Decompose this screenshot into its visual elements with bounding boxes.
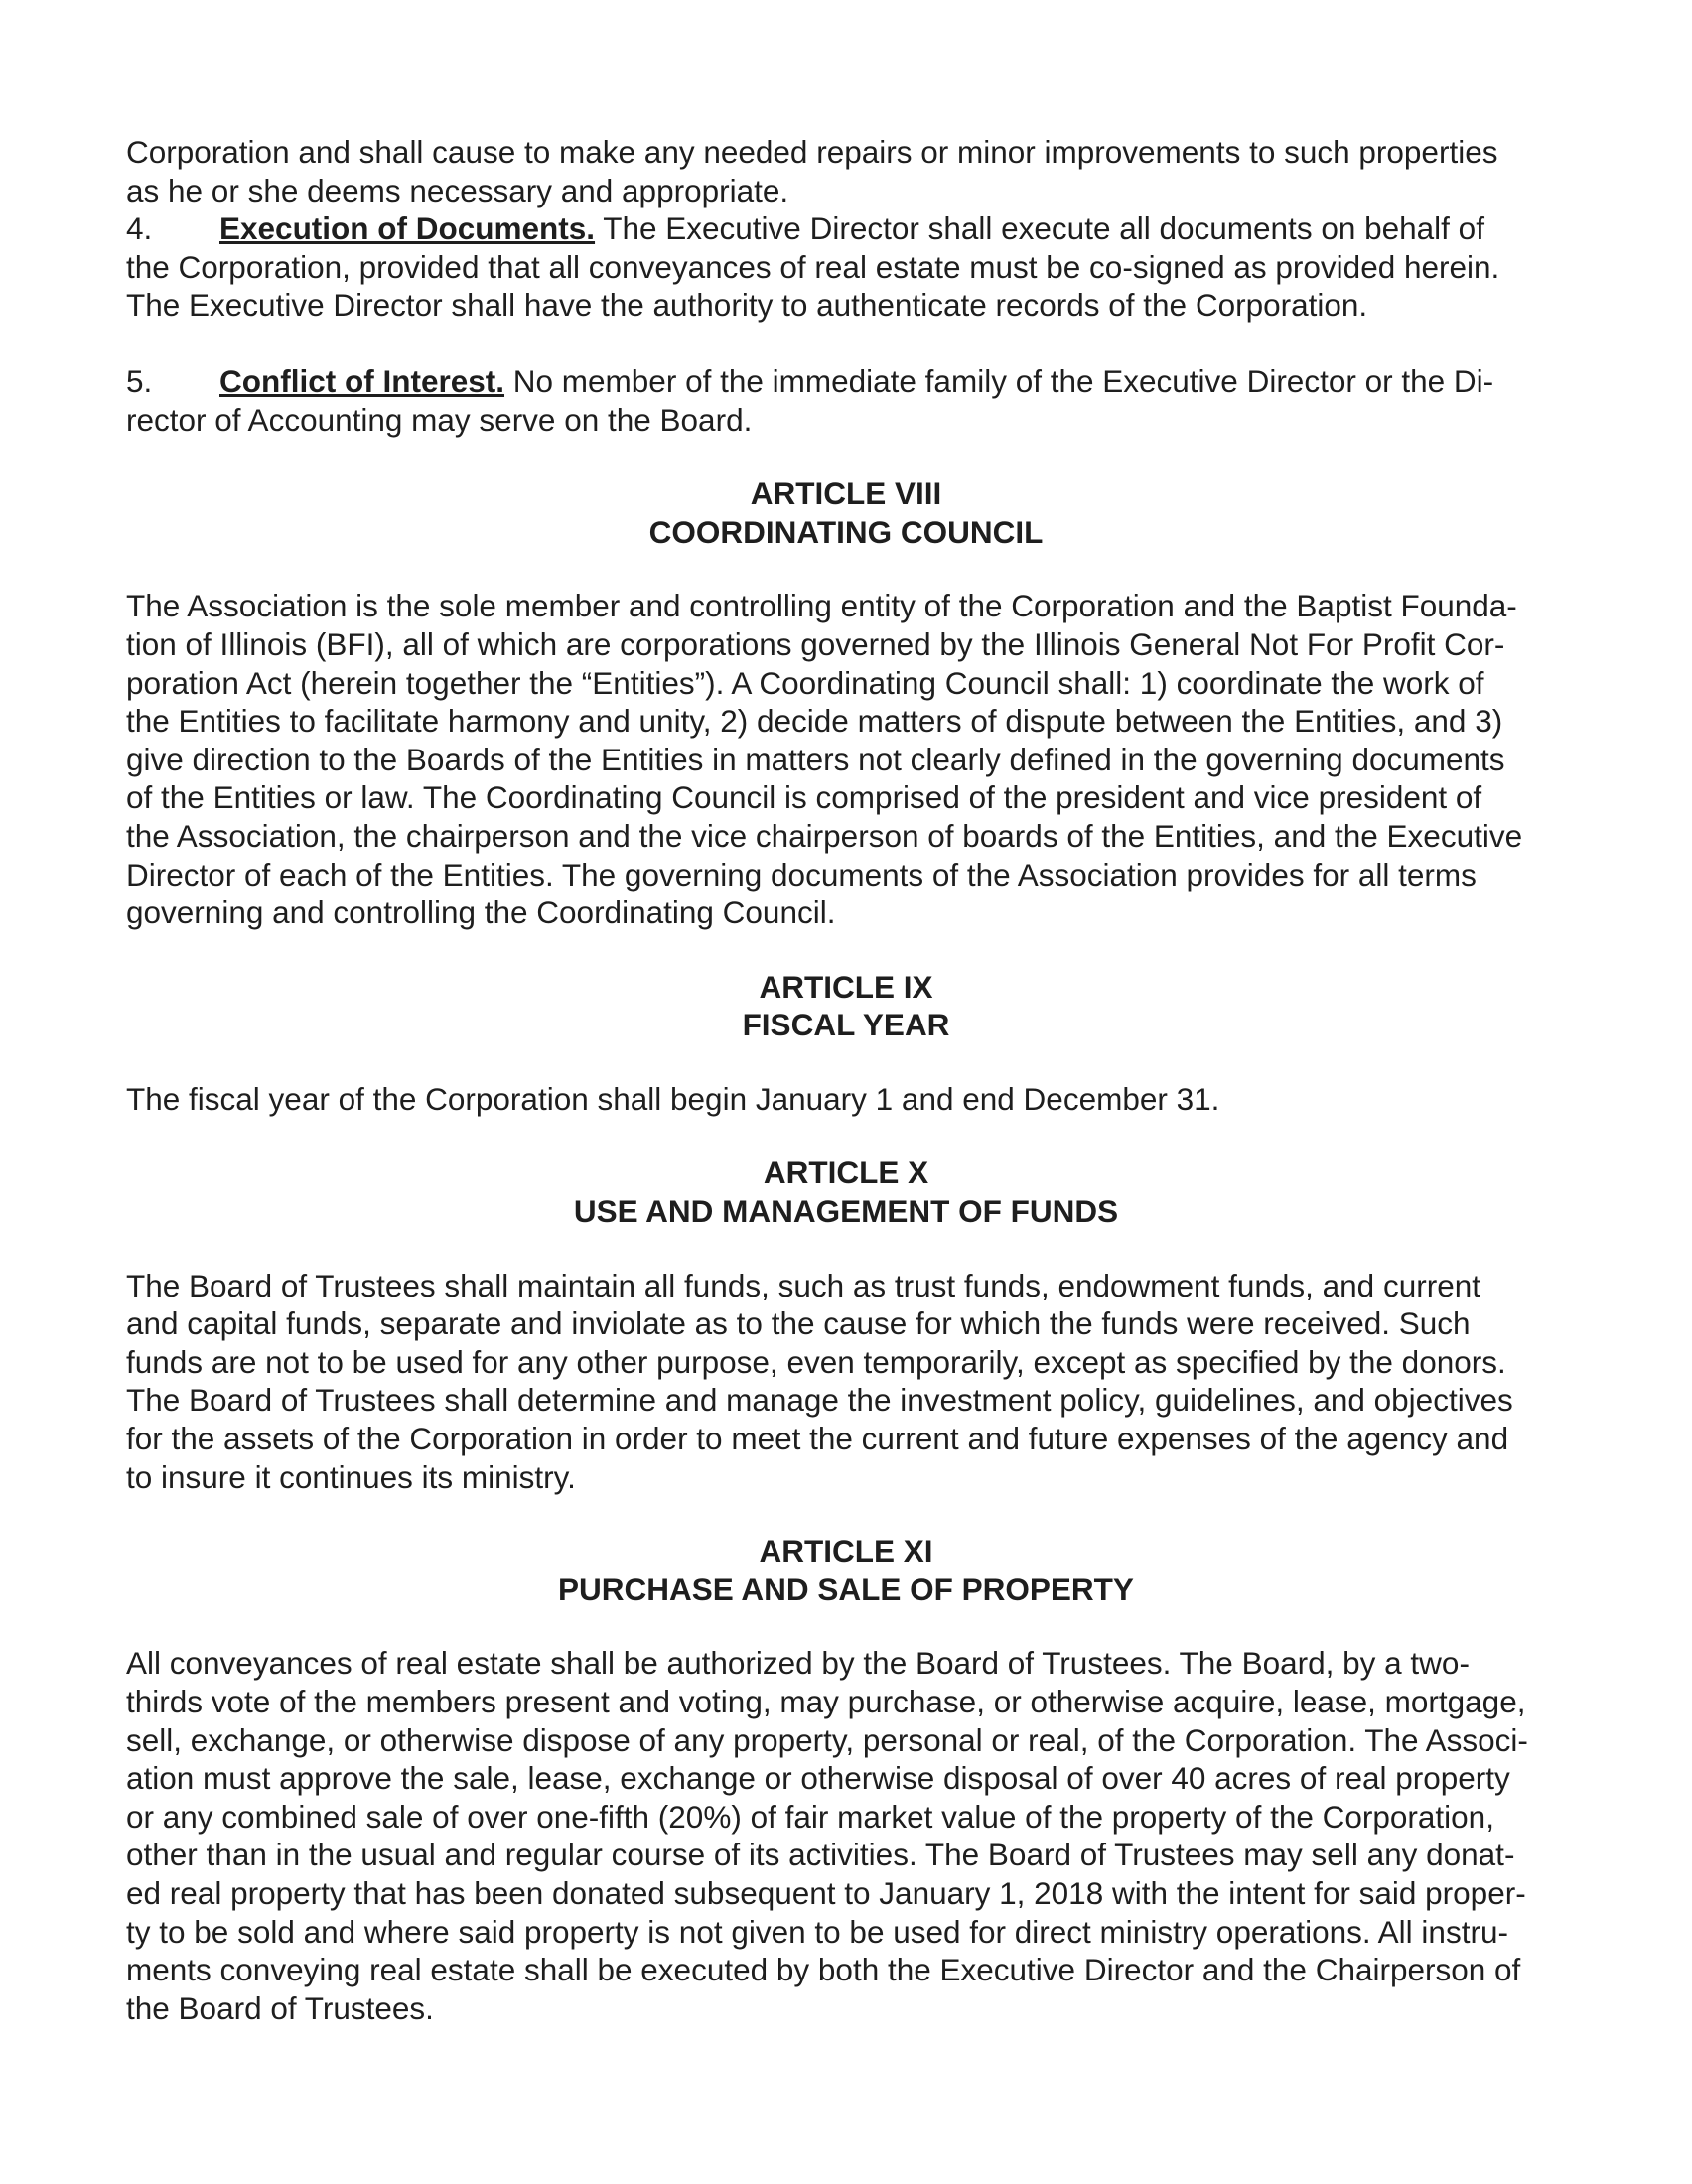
body-line: governing and controlling the Coordinating Council. bbox=[126, 894, 836, 931]
section-4-line: The Executive Director shall have the authority to authenticate records of the Corporation. bbox=[126, 287, 1368, 324]
section-title: Execution of Documents. bbox=[219, 210, 596, 247]
body-line: the Association, the chairperson and the vice chairperson of boards of the Entities, and the Executive bbox=[126, 817, 1523, 854]
body-line: and capital funds, separate and inviolate as to the cause for which the funds were received. Such bbox=[126, 1305, 1471, 1342]
article-heading: ARTICLE IX bbox=[759, 968, 933, 1005]
section-5 bbox=[126, 362, 1566, 401]
spacer bbox=[126, 1496, 1566, 1532]
section-text: The Executive Director shall execute all documents on behalf of bbox=[595, 210, 1484, 247]
section-number: 4. bbox=[126, 210, 153, 247]
body-line: to insure it continues its ministry. bbox=[126, 1458, 576, 1495]
body-line: Director of each of the Entities. The governing documents of the Association provides for all terms bbox=[126, 856, 1477, 892]
spacer bbox=[126, 325, 1566, 362]
body-line: or any combined sale of over one-fifth (20%) of fair market value of the property of the Corporation, bbox=[126, 1798, 1494, 1835]
article-title: USE AND MANAGEMENT OF FUNDS bbox=[573, 1193, 1119, 1230]
body-line: ation must approve the sale, lease, exchange or otherwise disposal of over 40 acres of real property bbox=[126, 1760, 1510, 1797]
article-body bbox=[126, 1267, 1566, 1497]
spacer bbox=[126, 1044, 1566, 1080]
body-line: The Board of Trustees shall maintain all funds, such as trust funds, endowment funds, and current bbox=[126, 1267, 1480, 1303]
body-line: of the Entities or law. The Coordinating Council is comprised of the president and vice president of bbox=[126, 779, 1482, 816]
page-content bbox=[126, 133, 1566, 2027]
section-text: No member of the immediate family of the Executive Director or the Di- bbox=[504, 362, 1494, 399]
spacer bbox=[126, 1231, 1566, 1267]
body-line: other than in the usual and regular course of its activities. The Board of Trustees may sell any donat- bbox=[126, 1837, 1515, 1873]
article-body bbox=[126, 1644, 1566, 2027]
body-line: ty to be sold and where said property is not given to be used for direct ministry operations. All instru- bbox=[126, 1913, 1508, 1950]
article-title: COORDINATING COUNCIL bbox=[648, 513, 1044, 550]
section-4-line: the Corporation, provided that all conveyances of real estate must be co-signed as provided herein. bbox=[126, 248, 1500, 285]
section-5-line: rector of Accounting may serve on the Board. bbox=[126, 401, 753, 438]
spacer bbox=[126, 551, 1566, 587]
article-title: FISCAL YEAR bbox=[742, 1007, 950, 1043]
body-line: The fiscal year of the Corporation shall begin January 1 and end December 31. bbox=[126, 1080, 1220, 1117]
spacer bbox=[126, 1118, 1566, 1154]
article-body bbox=[126, 587, 1566, 931]
body-line: the Board of Trustees. bbox=[126, 1989, 434, 2026]
spacer bbox=[126, 932, 1566, 968]
body-line: the Entities to facilitate harmony and unity, 2) decide matters of dispute between the Entities, and 3) bbox=[126, 703, 1503, 740]
section-number: 5. bbox=[126, 362, 153, 399]
body-line: sell, exchange, or otherwise dispose of any property, personal or real, of the Corporation. The Associ- bbox=[126, 1721, 1528, 1758]
body-line: funds are not to be used for any other purpose, even temporarily, except as specified by the donors. bbox=[126, 1343, 1506, 1380]
body-line: All conveyances of real estate shall be authorized by the Board of Trustees. The Board, by a two- bbox=[126, 1645, 1470, 1682]
body-line: tion of Illinois (BFI), all of which are corporations governed by the Illinois General Not For Profit Cor- bbox=[126, 625, 1505, 662]
intro-line: as he or she deems necessary and appropriate. bbox=[126, 172, 789, 208]
body-line: thirds vote of the members present and voting, may purchase, or otherwise acquire, lease, mortgage, bbox=[126, 1684, 1526, 1719]
body-line: for the assets of the Corporation in order to meet the current and future expenses of the agency and bbox=[126, 1421, 1509, 1457]
intro-line: Corporation and shall cause to make any needed repairs or minor improvements to such properties bbox=[126, 134, 1498, 170]
spacer bbox=[126, 1608, 1566, 1644]
body-line: ed real property that has been donated subsequent to January 1, 2018 with the intent for said proper- bbox=[126, 1874, 1526, 1911]
body-line: ments conveying real estate shall be executed by both the Executive Director and the Chairperson of bbox=[126, 1952, 1521, 1988]
section-4 bbox=[126, 209, 1566, 248]
spacer bbox=[126, 439, 1566, 475]
body-line: give direction to the Boards of the Entities in matters not clearly defined in the governing documents bbox=[126, 741, 1505, 777]
body-line: The Board of Trustees shall determine and manage the investment policy, guidelines, and objectives bbox=[126, 1382, 1513, 1419]
article-heading: ARTICLE XI bbox=[759, 1533, 933, 1570]
body-line: poration Act (herein together the “Entities”). A Coordinating Council shall: 1) coordinate the work of bbox=[126, 664, 1484, 701]
article-body bbox=[126, 1080, 1566, 1119]
article-heading: ARTICLE X bbox=[763, 1155, 929, 1191]
article-title: PURCHASE AND SALE OF PROPERTY bbox=[558, 1570, 1134, 1607]
section-title: Conflict of Interest. bbox=[219, 362, 505, 399]
body-line: The Association is the sole member and controlling entity of the Corporation and the Baptist Founda- bbox=[126, 588, 1517, 624]
article-heading: ARTICLE VIII bbox=[750, 476, 942, 512]
